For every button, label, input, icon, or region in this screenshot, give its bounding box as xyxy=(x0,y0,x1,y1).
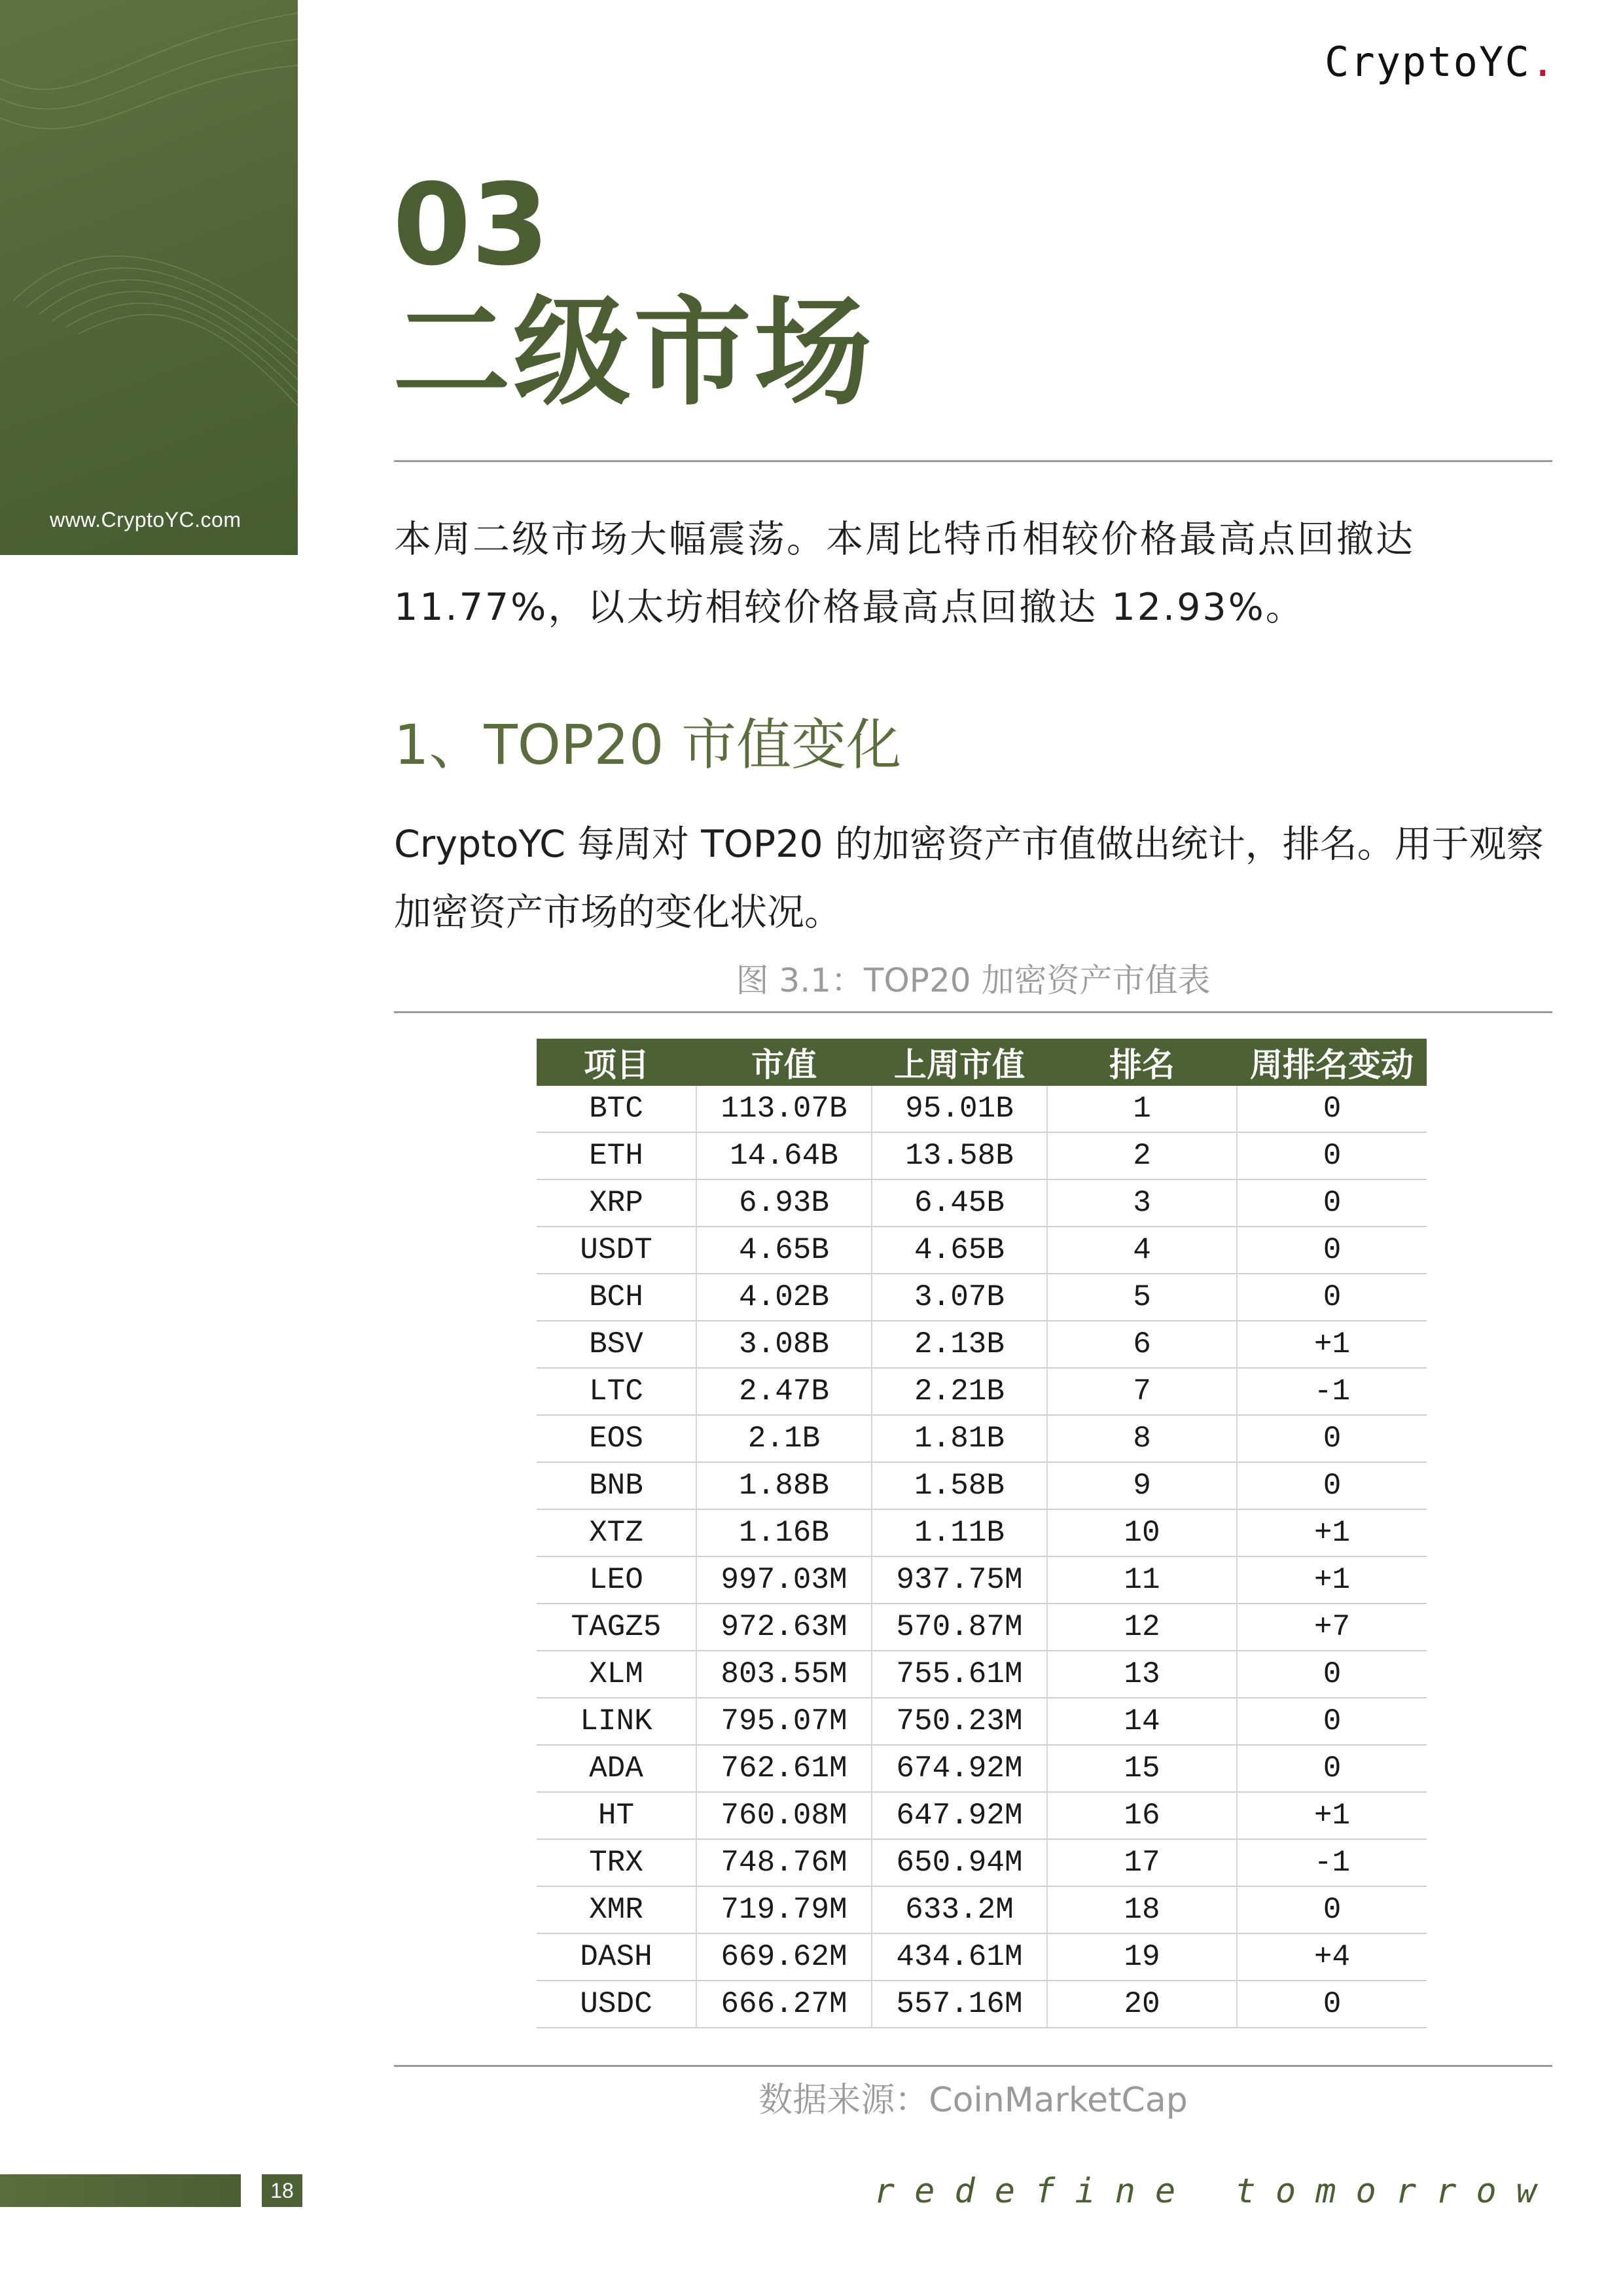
cell-rank: 12 xyxy=(1047,1604,1237,1651)
cell-market-cap: 3.08B xyxy=(696,1321,872,1368)
cell-market-cap: 795.07M xyxy=(696,1698,872,1745)
table-row xyxy=(537,1745,1427,1792)
caption-divider xyxy=(394,1011,1552,1013)
cell-project: DASH xyxy=(537,1933,696,1981)
cell-last-week-cap: 570.87M xyxy=(872,1604,1047,1651)
title-divider xyxy=(394,460,1552,462)
table-row xyxy=(537,1227,1427,1274)
cell-rank: 1 xyxy=(1047,1086,1237,1132)
cell-rank: 13 xyxy=(1047,1651,1237,1698)
table-row xyxy=(537,1509,1427,1556)
cell-project: BSV xyxy=(537,1321,696,1368)
cell-project: USDT xyxy=(537,1227,696,1274)
cell-last-week-cap: 4.65B xyxy=(872,1227,1047,1274)
footer-tagline: redefine tomorrow xyxy=(874,2172,1556,2211)
cell-market-cap: 1.16B xyxy=(696,1509,872,1556)
table-row xyxy=(537,1651,1427,1698)
cell-rank: 4 xyxy=(1047,1227,1237,1274)
cell-last-week-cap: 95.01B xyxy=(872,1086,1047,1132)
cell-market-cap: 6.93B xyxy=(696,1179,872,1227)
cell-rank-change: 0 xyxy=(1237,1651,1427,1698)
market-cap-table xyxy=(537,1039,1427,2028)
cell-rank: 18 xyxy=(1047,1886,1237,1933)
table-header-row xyxy=(537,1039,1427,1086)
table-row xyxy=(537,1462,1427,1509)
cell-market-cap: 666.27M xyxy=(696,1981,872,2028)
cell-market-cap: 669.62M xyxy=(696,1933,872,1981)
subsection-heading: 1、TOP20 市值变化 xyxy=(394,713,902,777)
cell-rank-change: 0 xyxy=(1237,1274,1427,1321)
section-title: 二级市场 xyxy=(393,285,875,422)
cell-market-cap: 2.47B xyxy=(696,1368,872,1415)
cell-last-week-cap: 633.2M xyxy=(872,1886,1047,1933)
cell-rank: 10 xyxy=(1047,1509,1237,1556)
cell-last-week-cap: 1.11B xyxy=(872,1509,1047,1556)
cell-rank-change: 0 xyxy=(1237,1698,1427,1745)
cell-rank-change: -1 xyxy=(1237,1368,1427,1415)
table-row xyxy=(537,1981,1427,2028)
table-row xyxy=(537,1839,1427,1886)
cell-rank-change: 0 xyxy=(1237,1227,1427,1274)
cell-last-week-cap: 3.07B xyxy=(872,1274,1047,1321)
cell-market-cap: 719.79M xyxy=(696,1886,872,1933)
cell-last-week-cap: 2.21B xyxy=(872,1368,1047,1415)
cell-rank-change: +1 xyxy=(1237,1556,1427,1604)
cell-project: USDC xyxy=(537,1981,696,2028)
table-row xyxy=(537,1886,1427,1933)
cell-project: TRX xyxy=(537,1839,696,1886)
cell-project: LTC xyxy=(537,1368,696,1415)
cell-rank-change: 0 xyxy=(1237,1179,1427,1227)
cell-market-cap: 1.88B xyxy=(696,1462,872,1509)
source-divider xyxy=(394,2065,1552,2067)
table-row xyxy=(537,1556,1427,1604)
table-row xyxy=(537,1132,1427,1179)
cell-last-week-cap: 434.61M xyxy=(872,1933,1047,1981)
cell-last-week-cap: 6.45B xyxy=(872,1179,1047,1227)
brand-logo: CryptoYC. xyxy=(1325,38,1556,86)
cell-rank: 11 xyxy=(1047,1556,1237,1604)
cell-rank: 19 xyxy=(1047,1933,1237,1981)
cell-rank-change: 0 xyxy=(1237,1462,1427,1509)
cell-rank-change: 0 xyxy=(1237,1132,1427,1179)
cell-rank: 16 xyxy=(1047,1792,1237,1839)
cell-rank-change: 0 xyxy=(1237,1086,1427,1132)
cell-market-cap: 762.61M xyxy=(696,1745,872,1792)
cell-rank-change: 0 xyxy=(1237,1745,1427,1792)
cell-market-cap: 972.63M xyxy=(696,1604,872,1651)
header-rank: 排名 xyxy=(1047,1039,1237,1086)
cell-project: ADA xyxy=(537,1745,696,1792)
cell-rank-change: +4 xyxy=(1237,1933,1427,1981)
cell-project: EOS xyxy=(537,1415,696,1462)
figure-caption: 图 3.1：TOP20 加密资产市值表 xyxy=(736,961,1211,999)
section-number: 03 xyxy=(393,159,550,291)
subsection-paragraph: CryptoYC 每周对 TOP20 的加密资产市值做出统计，排名。用于观察加密资产市场的变化状况。 xyxy=(394,823,1544,934)
cell-market-cap: 113.07B xyxy=(696,1086,872,1132)
cell-rank: 17 xyxy=(1047,1839,1237,1886)
cell-rank: 7 xyxy=(1047,1368,1237,1415)
cell-rank: 6 xyxy=(1047,1321,1237,1368)
cell-last-week-cap: 674.92M xyxy=(872,1745,1047,1792)
data-source: 数据来源：CoinMarketCap xyxy=(758,2081,1188,2120)
cell-rank: 2 xyxy=(1047,1132,1237,1179)
cell-rank: 15 xyxy=(1047,1745,1237,1792)
cell-project: BNB xyxy=(537,1462,696,1509)
table-row xyxy=(537,1179,1427,1227)
cell-market-cap: 4.02B xyxy=(696,1274,872,1321)
cell-last-week-cap: 13.58B xyxy=(872,1132,1047,1179)
cell-project: XLM xyxy=(537,1651,696,1698)
table-row xyxy=(537,1604,1427,1651)
cell-rank: 8 xyxy=(1047,1415,1237,1462)
cell-last-week-cap: 755.61M xyxy=(872,1651,1047,1698)
cell-market-cap: 14.64B xyxy=(696,1132,872,1179)
cell-rank: 5 xyxy=(1047,1274,1237,1321)
table-row xyxy=(537,1321,1427,1368)
footer-bar xyxy=(0,2174,241,2207)
cell-market-cap: 2.1B xyxy=(696,1415,872,1462)
cell-project: HT xyxy=(537,1792,696,1839)
cell-rank: 9 xyxy=(1047,1462,1237,1509)
cell-project: TAGZ5 xyxy=(537,1604,696,1651)
header-project: 项目 xyxy=(537,1039,696,1086)
cell-project: XMR xyxy=(537,1886,696,1933)
cell-project: ETH xyxy=(537,1132,696,1179)
cell-last-week-cap: 650.94M xyxy=(872,1839,1047,1886)
header-market-cap: 市值 xyxy=(696,1039,872,1086)
cell-market-cap: 4.65B xyxy=(696,1227,872,1274)
cell-last-week-cap: 2.13B xyxy=(872,1321,1047,1368)
table-row xyxy=(537,1415,1427,1462)
table-row xyxy=(537,1086,1427,1132)
side-decor-panel xyxy=(0,0,298,555)
cell-last-week-cap: 647.92M xyxy=(872,1792,1047,1839)
cell-last-week-cap: 937.75M xyxy=(872,1556,1047,1604)
cell-rank-change: +7 xyxy=(1237,1604,1427,1651)
cell-project: BCH xyxy=(537,1274,696,1321)
wave-lines-decoration xyxy=(0,0,298,555)
cell-last-week-cap: 750.23M xyxy=(872,1698,1047,1745)
cell-rank-change: 0 xyxy=(1237,1981,1427,2028)
cell-project: LEO xyxy=(537,1556,696,1604)
cell-rank: 20 xyxy=(1047,1981,1237,2028)
cell-rank-change: +1 xyxy=(1237,1792,1427,1839)
cell-rank-change: +1 xyxy=(1237,1509,1427,1556)
table-row xyxy=(537,1792,1427,1839)
cell-project: XTZ xyxy=(537,1509,696,1556)
table-row xyxy=(537,1274,1427,1321)
table-row xyxy=(537,1933,1427,1981)
cell-project: XRP xyxy=(537,1179,696,1227)
cell-rank-change: 0 xyxy=(1237,1886,1427,1933)
cell-last-week-cap: 1.81B xyxy=(872,1415,1047,1462)
cell-last-week-cap: 557.16M xyxy=(872,1981,1047,2028)
cell-market-cap: 760.08M xyxy=(696,1792,872,1839)
table-row xyxy=(537,1368,1427,1415)
cell-market-cap: 748.76M xyxy=(696,1839,872,1886)
cell-last-week-cap: 1.58B xyxy=(872,1462,1047,1509)
cell-market-cap: 997.03M xyxy=(696,1556,872,1604)
intro-paragraph: 本周二级市场大幅震荡。本周比特币相较价格最高点回撤达 11.77%，以太坊相较价格最高点回撤达 12.93%。 xyxy=(394,518,1415,629)
header-last-week-cap: 上周市值 xyxy=(872,1039,1047,1086)
side-website-url: www.CryptoYC.com xyxy=(50,508,241,531)
cell-rank: 14 xyxy=(1047,1698,1237,1745)
cell-rank: 3 xyxy=(1047,1179,1237,1227)
cell-project: LINK xyxy=(537,1698,696,1745)
table-row xyxy=(537,1698,1427,1745)
cell-rank-change: +1 xyxy=(1237,1321,1427,1368)
cell-project: BTC xyxy=(537,1086,696,1132)
header-rank-change: 周排名变动 xyxy=(1237,1039,1427,1086)
cell-market-cap: 803.55M xyxy=(696,1651,872,1698)
cell-rank-change: -1 xyxy=(1237,1839,1427,1886)
page-number: 18 xyxy=(262,2174,302,2207)
cell-rank-change: 0 xyxy=(1237,1415,1427,1462)
